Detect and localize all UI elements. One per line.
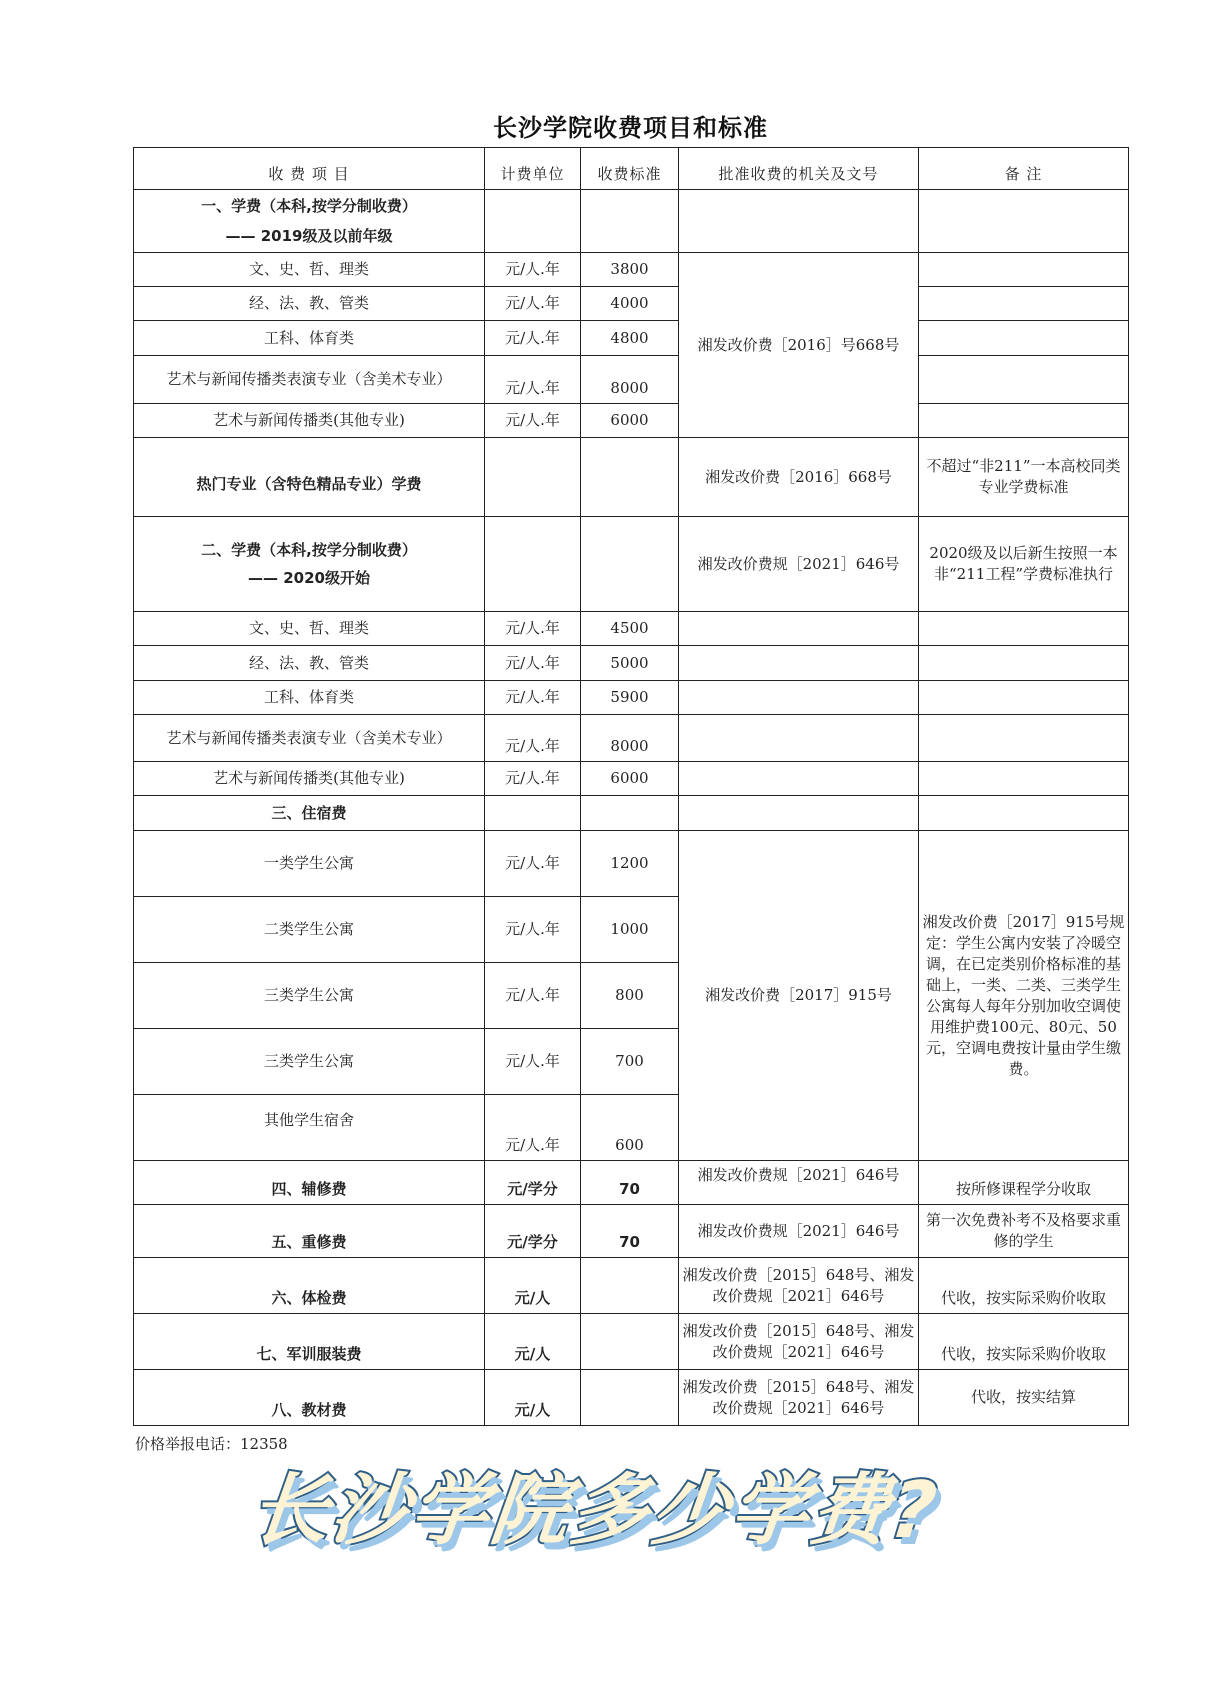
- table-row: [134, 681, 1129, 715]
- row-authority: 湘发改价费规［2021］646号: [679, 1205, 919, 1258]
- row-unit: 元/人.年: [485, 762, 581, 796]
- row-item: 艺术与新闻传播类(其他专业): [134, 762, 485, 796]
- row-standard: 5000: [581, 646, 679, 681]
- table-row: [134, 646, 1129, 681]
- row-item: 经、法、教、管类: [134, 646, 485, 681]
- row-standard: 3800: [581, 253, 679, 287]
- section-heading-row: [134, 517, 1129, 612]
- row-unit: 元/人: [485, 1258, 581, 1314]
- row-unit: 元/人.年: [485, 321, 581, 356]
- table-row: [134, 612, 1129, 646]
- row-authority: 湘发改价费［2015］648号、湘发改价费规［2021］646号: [679, 1258, 919, 1314]
- row-unit: 元/人.年: [485, 646, 581, 681]
- row-standard: 70: [581, 1205, 679, 1258]
- section3-authority: 湘发改价费［2017］915号: [679, 831, 919, 1161]
- row-remark: 代收，按实际采购价收取: [919, 1258, 1129, 1314]
- row-remark: 代收，按实结算: [919, 1370, 1129, 1426]
- section-heading-row: [134, 796, 1129, 831]
- row-standard: 70: [581, 1161, 679, 1205]
- row-item: 工科、体育类: [134, 681, 485, 715]
- section3-title: 三、住宿费: [134, 796, 485, 831]
- header-unit: 计费单位: [485, 148, 581, 190]
- row-standard: 700: [581, 1029, 679, 1095]
- table-row: [134, 715, 1129, 762]
- table-row: [134, 762, 1129, 796]
- table-row: [134, 287, 1129, 321]
- row-unit: 元/人.年: [485, 831, 581, 897]
- section1-authority: 湘发改价费［2016］号668号: [679, 253, 919, 438]
- row-unit: 元/人: [485, 1314, 581, 1370]
- row-unit: 元/人.年: [485, 612, 581, 646]
- row-unit: 元/人.年: [485, 681, 581, 715]
- row-item: 五、重修费: [134, 1205, 485, 1258]
- row-standard: 1000: [581, 897, 679, 963]
- row-remark: 代收，按实际采购价收取: [919, 1314, 1129, 1370]
- fee-table: [133, 147, 1129, 1426]
- section1-line2: —— 2019级及以前年级: [225, 227, 393, 245]
- section2-heading: [134, 517, 485, 612]
- row-authority: 湘发改价费［2015］648号、湘发改价费规［2021］646号: [679, 1314, 919, 1370]
- header-item: 收 费 项 目: [134, 148, 485, 190]
- table-row: [134, 831, 1129, 897]
- page-title: 长沙学院收费项目和标准: [493, 114, 768, 142]
- row-item: 六、体检费: [134, 1258, 485, 1314]
- table-row: [134, 1314, 1129, 1370]
- row-standard: 6000: [581, 404, 679, 438]
- row-unit: 元/学分: [485, 1161, 581, 1205]
- row-item: 七、军训服装费: [134, 1314, 485, 1370]
- table-row: [134, 404, 1129, 438]
- row-standard: 6000: [581, 762, 679, 796]
- row-standard: 4500: [581, 612, 679, 646]
- hot-item: 热门专业（含特色精品专业）学费: [134, 438, 485, 517]
- row-standard: [581, 1314, 679, 1370]
- row-standard: 1200: [581, 831, 679, 897]
- section2-authority: 湘发改价费规［2021］646号: [679, 517, 919, 612]
- row-unit: 元/人.年: [485, 715, 581, 762]
- row-unit: 元/人.年: [485, 287, 581, 321]
- hot-remark: 不超过“非211”一本高校同类专业学费标准: [919, 438, 1129, 517]
- row-standard: 800: [581, 963, 679, 1029]
- row-authority: 湘发改价费规［2021］646号: [679, 1161, 919, 1205]
- section3-remark: 湘发改价费［2017］915号规定：学生公寓内安装了冷暖空调，在已定类别价格标准的基础上，一类、二类、三类学生公寓每人每年分别加收空调使用维护费100元、80元、50元，空调电费按计量由学生缴费。: [919, 831, 1129, 1161]
- table-row: [134, 1205, 1129, 1258]
- row-remark: 第一次免费补考不及格要求重修的学生: [919, 1205, 1129, 1258]
- row-remark: 按所修课程学分收取: [919, 1161, 1129, 1205]
- row-item: 艺术与新闻传播类(其他专业): [134, 404, 485, 438]
- row-item: 八、教材费: [134, 1370, 485, 1426]
- section-heading-row: [134, 190, 1129, 253]
- row-standard: 4800: [581, 321, 679, 356]
- table-row: [134, 1370, 1129, 1426]
- row-unit: 元/人: [485, 1370, 581, 1426]
- row-item: 文、史、哲、理类: [134, 253, 485, 287]
- row-unit: 元/人.年: [485, 1095, 581, 1161]
- row-unit: 元/学分: [485, 1205, 581, 1258]
- row-item: 四、辅修费: [134, 1161, 485, 1205]
- table-row: [134, 253, 1129, 287]
- row-item: 艺术与新闻传播类表演专业（含美术专业）: [134, 356, 485, 404]
- row-authority: 湘发改价费［2015］648号、湘发改价费规［2021］646号: [679, 1370, 919, 1426]
- section2-line1: 二、学费（本科,按学分制收费）: [201, 541, 417, 559]
- row-standard: 600: [581, 1095, 679, 1161]
- table-row: [134, 356, 1129, 404]
- row-item: 三类学生公寓: [134, 963, 485, 1029]
- row-standard: 4000: [581, 287, 679, 321]
- row-standard: 8000: [581, 356, 679, 404]
- row-item: 二类学生公寓: [134, 897, 485, 963]
- header-standard: 收费标准: [581, 148, 679, 190]
- section2-remark: 2020级及以后新生按照一本非“211工程”学费标准执行: [919, 517, 1129, 612]
- overlay-headline: 长沙学院多少学费?: [245, 1466, 943, 1556]
- row-unit: 元/人.年: [485, 1029, 581, 1095]
- section1-line1: 一、学费（本科,按学分制收费）: [201, 197, 417, 215]
- row-unit: 元/人.年: [485, 897, 581, 963]
- row-standard: 5900: [581, 681, 679, 715]
- row-item: 三类学生公寓: [134, 1029, 485, 1095]
- row-standard: 8000: [581, 715, 679, 762]
- row-item: 工科、体育类: [134, 321, 485, 356]
- header-authority: 批准收费的机关及文号: [679, 148, 919, 190]
- row-standard: [581, 1370, 679, 1426]
- row-unit: 元/人.年: [485, 356, 581, 404]
- table-header-row: [134, 148, 1129, 190]
- price-report-hotline: 价格举报电话：12358: [135, 1435, 288, 1453]
- table-row: [134, 321, 1129, 356]
- row-standard: [581, 1258, 679, 1314]
- row-unit: 元/人.年: [485, 963, 581, 1029]
- row-unit: 元/人.年: [485, 253, 581, 287]
- row-unit: 元/人.年: [485, 404, 581, 438]
- section2-line2: —— 2020级开始: [248, 569, 370, 587]
- table-row: [134, 1161, 1129, 1205]
- row-item: 文、史、哲、理类: [134, 612, 485, 646]
- table-row: [134, 438, 1129, 517]
- row-item: 艺术与新闻传播类表演专业（含美术专业）: [134, 715, 485, 762]
- row-item: 经、法、教、管类: [134, 287, 485, 321]
- row-item: 其他学生宿舍: [134, 1095, 485, 1161]
- hot-authority: 湘发改价费［2016］668号: [679, 438, 919, 517]
- table-row: [134, 1258, 1129, 1314]
- section1-heading: [134, 190, 485, 253]
- header-remark: 备 注: [919, 148, 1129, 190]
- row-item: 一类学生公寓: [134, 831, 485, 897]
